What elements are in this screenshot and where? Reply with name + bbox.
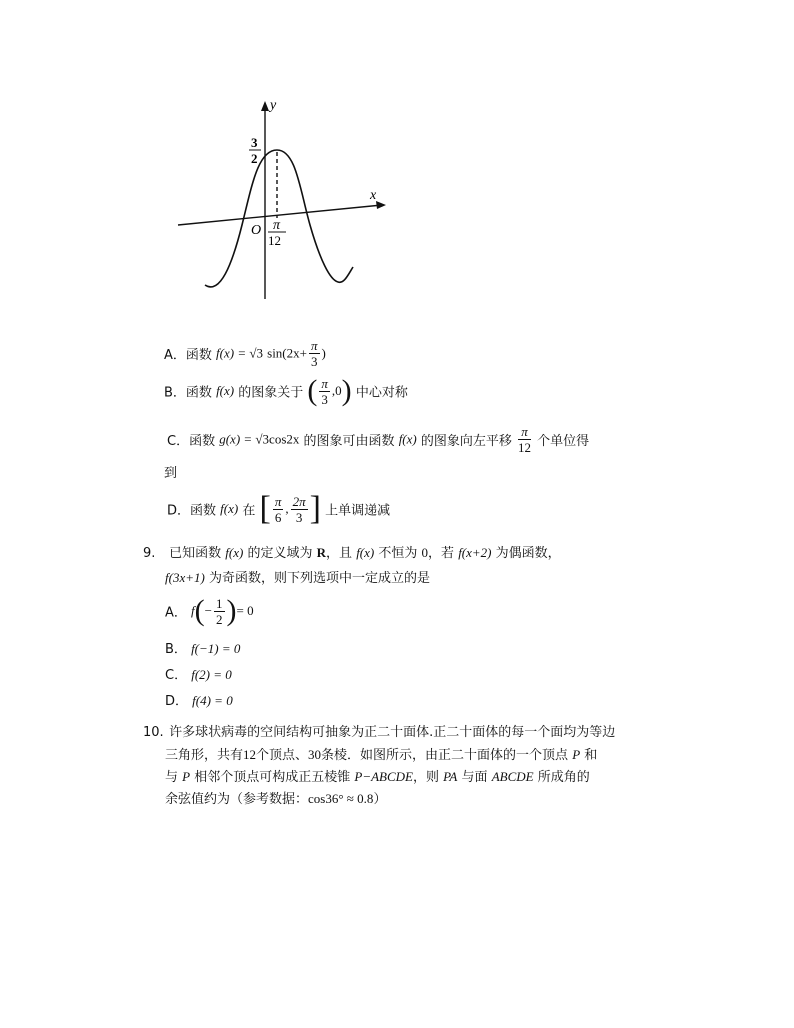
q9-d-expr: f(4) = 0 [192,693,233,708]
q9-l1-fx3: f(x+2) [458,545,492,560]
q8-a-frac-den: 3 [310,354,318,369]
q9-l1-d: 不恒为 [378,546,418,561]
q10-l1: 许多球状病毒的空间结构可抽象为正二十面体.正二十面体的每一个面均为等边 [169,725,616,740]
q9-l2-fx: f(3x+1) [165,570,205,585]
q9-l1-R: R [316,545,327,560]
x-label: x [370,188,377,203]
q9-b-letter: B． [165,642,187,657]
q8-b-zero: ,0 [331,383,342,398]
q10-l3-b: 相邻个顶点可构成正五棱锥 [194,770,351,785]
q10-line4 [165,788,386,811]
sine-graph [160,95,400,310]
max-label-den: 2 [251,151,258,166]
q8-d-f2-num: 2π [292,493,306,509]
q9-option-a: A． f(− $\frac{1}{2}$ )= 0 [165,594,254,627]
q8-a-frac-num: π [310,338,318,353]
y-axis-arrow [261,101,269,111]
q9-a-frac [214,596,225,627]
q8-b-frac [319,376,330,407]
q9-l2-b: 为奇函数，则下列选项中一定成立的是 [208,571,430,586]
q8-c-sqrt: √3cos2x [255,431,300,447]
q9-l1-e: ，若 [428,546,455,561]
q8-d-f1-num: π [274,493,282,509]
x-mark-num: π [273,218,281,233]
q8-c-frac-den: 12 [518,440,532,455]
q8-a-lhs: f(x) = [216,345,250,361]
q9-l1-b: 的定义域为 [247,546,313,561]
q8-d-f1-den: 6 [274,509,282,525]
q10-l2-b: 个顶点、 [256,748,309,763]
q8-d-tail: 上单调递减 [325,503,391,519]
q9-l1-a: 已知函数 [169,546,222,561]
q8-b-fx: f(x) [216,383,235,398]
q8-option-b: B．函数 f(x) 的图象关于 ( $\frac{\pi}{3}$ ,0) 中心对称 [164,374,408,407]
q10-l3-a: 与 [165,770,179,785]
q8-c-mid1: 的图象可由函数 [303,434,395,449]
q9-a-num: 1 [216,595,223,611]
q10-l2-d: 和 [584,748,598,763]
q9-number: 9. [143,546,156,561]
q9-line2 [165,567,430,590]
q8-a-sin: sin(2x+ [267,345,307,361]
q10-l4-a: 余弦值约为（参考数据： [165,792,309,807]
q8-option-c-wrap: 到 [164,466,178,481]
q8-c-frac [518,424,531,455]
q10-number: 10. [143,725,164,740]
q9-l1-fx2: f(x) [356,545,375,560]
q10-l2-a: 三角形，共有 [165,748,244,763]
q10-l3-pyr: P−ABCDE [354,769,414,784]
x-axis-arrow [376,201,386,209]
q8-option-c [167,424,589,455]
q10-line2 [165,744,597,767]
q10-l3-d: 与面 [461,770,488,785]
q10-l2-30: 30 [308,747,322,762]
q8-b-frac-den: 3 [321,391,328,407]
q8-c-frac-num: π [518,424,531,440]
q9-l1-zero: 0 [421,545,429,560]
q8-d-fx: f(x) [220,501,239,516]
q10-l4-b: ） [373,792,387,807]
q9-a-den: 2 [216,611,223,627]
q8-b-mid: 的图象关于 [238,385,304,401]
q9-a-minus: − [204,603,213,618]
q8-d-mid: 在 [242,503,256,519]
q9-d-letter: D． [165,694,189,709]
q8-b-frac-num: π [321,375,328,391]
q10-l2-12: 12 [243,747,257,762]
q8-d-frac2 [291,494,308,525]
q8-c-tail: 个单位得 [537,434,590,449]
q9-a-f: f [191,603,195,618]
q9-l1-c: ，且 [326,546,353,561]
y-label: y [270,98,277,113]
q9-option-c [165,664,232,683]
q9-a-letter: A． [165,605,187,621]
q8-a-sqrt: √3 [249,345,263,361]
q10-l3-P: P [182,769,191,784]
q9-l1-fx: f(x) [225,545,244,560]
x-mark-den: 12 [268,233,281,248]
q8-option-d: D．函数 f(x) 在 [ $\frac{\pi}{6}$ , $\frac{2\pi}{3}$ ] 上单调递减 [167,490,391,527]
q8-a-letter: A．函数 [164,348,212,363]
q9-b-expr: f(−1) = 0 [191,641,241,656]
q10-l3-c: ，则 [413,770,440,785]
q9-option-d [165,690,233,709]
q10-l3-PA: PA [443,769,458,784]
q10-l2-P: P [572,747,581,762]
q8-c-fx: f(x) [398,431,417,447]
q8-option-a [164,338,326,369]
q10-l2-c: 条棱．如图所示，由正二十面体的一个顶点 [321,748,569,763]
q8-a-close: ) [321,345,326,361]
q8-c-gx: g(x) = [219,431,256,447]
q8-b-tail: 中心对称 [355,385,408,401]
q9-c-expr: f(2) = 0 [191,667,232,682]
q8-a-frac [309,338,320,369]
q10-line3 [165,766,590,789]
q9-a-eq: = 0 [236,603,254,618]
q10-l3-e: 所成角的 [537,770,590,785]
q10-line1 [143,722,615,744]
max-label-num: 3 [251,135,258,150]
q8-c-letter: C．函数 [167,434,216,449]
q8-d-frac1 [273,494,284,525]
origin-label: O [251,223,262,238]
q8-b-letter: B．函数 [164,385,212,401]
q9-option-b [165,638,240,657]
q8-d-f2-den: 3 [295,509,303,525]
q8-d-letter: D．函数 [167,503,217,519]
q8-c-mid2: 的图象向左平移 [420,434,512,449]
q10-l3-face: ABCDE [491,769,534,784]
q10-l4-cos: cos36° ≈ 0.8 [308,791,374,806]
q9-line1 [143,542,561,565]
q9-c-letter: C． [165,668,188,683]
q9-l1-f: 为偶函数， [495,546,561,561]
